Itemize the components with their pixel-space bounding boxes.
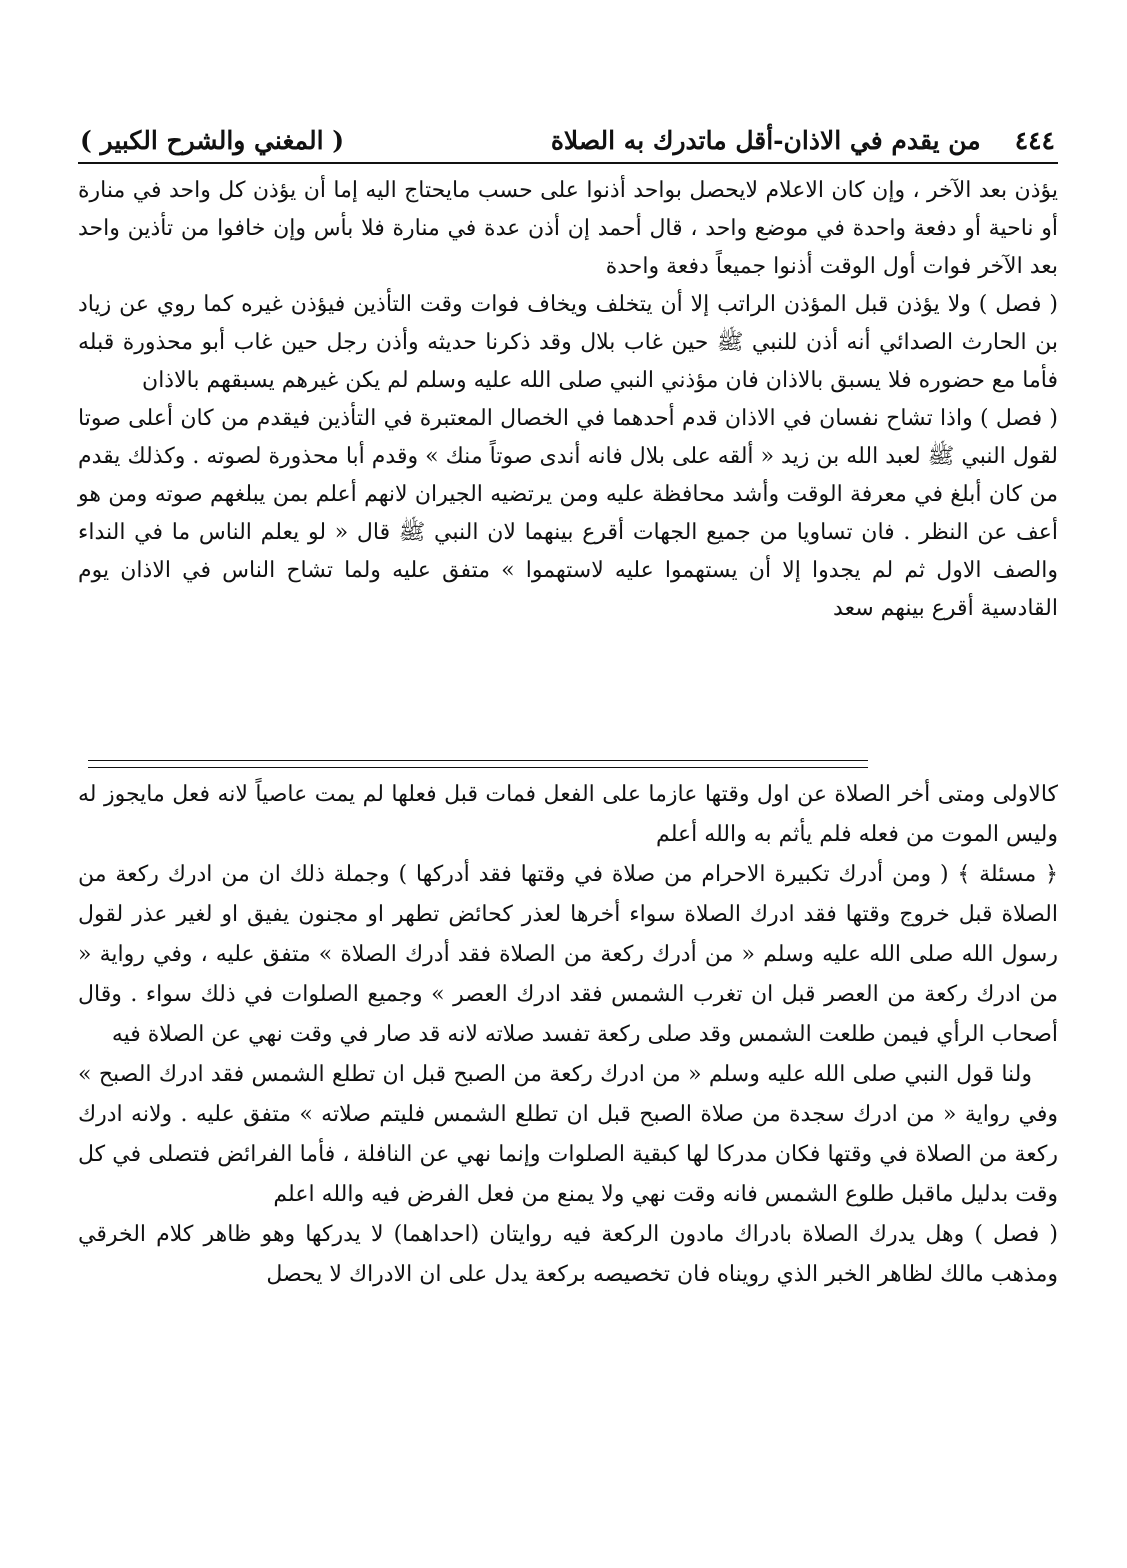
main-text [78,172,1058,628]
paragraph: ( فصل ) واذا تشاح نفسان في الاذان قدم أحدهما في الخصال المعتبرة في التأذين فيقدم من كان أعلى صوتا لقول النبي ﷺ لعبد الله بن زيد « ألقه على بلال فانه أندى صوتاً منك » وقدم أبا محذورة لصوته . وكذلك يقدم من كان أبلغ في معرفة الوقت وأشد محافظة عليه ومن يرتضيه الجيران لانهم أعلم بمن يبلغهم صوته ومن هو أعف عن النظر . فان تساويا من جميع الجهات أقرع بينهما لان النبي ﷺ قال « لو يعلم الناس ما في النداء والصف الاول ثم لم يجدوا إلا أن يستهموا عليه لاستهموا » متفق عليه ولما تشاح الناس في الاذان يوم القادسية أقرع بينهم سعد [78,406,1058,621]
paragraph: ( فصل ) وهل يدرك الصلاة بادراك مادون الركعة فيه روايتان (احداهما) لا يدركها وهو ظاهر كلام الخرقي ومذهب مالك لظاهر الخبر الذي رويناه فان تخصيصه بركعة يدل على ان الادراك لا يحصل [78,1222,1058,1287]
paragraph: ( فصل ) ولا يؤذن قبل المؤذن الراتب إلا أن يتخلف ويخاف فوات وقت التأذين فيؤذن غيره كما روي عن زياد بن الحارث الصدائي أنه أذن للنبي ﷺ حين غاب بلال وقد ذكرنا حديثه وأذن رجل حين غاب أبو محذورة قبله فأما مع حضوره فلا يسبق بالاذان فان مؤذني النبي صلى الله عليه وسلم لم يكن غيرهم يسبقهم بالاذان [78,292,1058,393]
commentary-text [78,775,1058,1295]
separator-rule [88,760,868,761]
paragraph: ﴿ مسئلة ﴾ ( ومن أدرك تكبيرة الاحرام من صلاة في وقتها فقد أدركها ) وجملة ذلك ان من ادرك ركعة من الصلاة قبل خروج وقتها فقد ادرك الصلاة سواء أخرها لعذر كحائض تطهر او مجنون يفيق او لغير عذر لقول رسول الله صلى الله عليه وسلم « من أدرك ركعة من الصلاة فقد أدرك الصلاة » متفق عليه ، وفي رواية « من ادرك ركعة من العصر قبل ان تغرب الشمس فقد ادرك العصر » وجميع الصلوات في ذلك سواء . وقال أصحاب الرأي فيمن طلعت الشمس وقد صلى ركعة تفسد صلاته لانه قد صار في وقت نهي عن الصلاة فيه [78,862,1058,1047]
paragraph: كالاولى ومتى أخر الصلاة عن اول وقتها عازما على الفعل فمات قبل فعلها لم يمت عاصياً لانه فعل مايجوز له وليس الموت من فعله فلم يأثم به والله أعلم [78,782,1058,847]
page-header [80,118,1055,162]
paragraph: يؤذن بعد الآخر ، وإن كان الاعلام لايحصل بواحد أذنوا على حسب مايحتاج اليه إما أن يؤذن كل واحد في منارة أو ناحية أو دفعة واحدة في موضع واحد ، قال أحمد إن أذن عدة في منارة فلا بأس وإن خافوا من تأذين واحد بعد الآخر فوات أول الوقت أذنوا جميعاً دفعة واحدة [78,178,1058,279]
page-number: ٤٤٤ [1014,125,1055,155]
book-title: ( المغني والشرح الكبير ) [80,125,345,155]
paragraph: ولنا قول النبي صلى الله عليه وسلم « من ادرك ركعة من الصبح قبل ان تطلع الشمس فقد ادرك الصبح » وفي رواية « من ادرك سجدة من صلاة الصبح قبل ان تطلع الشمس فليتم صلاته » متفق عليه . ولانه ادرك ركعة من الصلاة في وقتها فكان مدركا لها كبقية الصلوات وإنما نهي عن النافلة ، فأما الفرائض فتصلى في كل وقت بدليل ماقبل طلوع الشمس فانه وقت نهي ولا يمنع من فعل الفرض فيه والله اعلم [78,1062,1058,1207]
separator-rule [88,767,868,768]
header-rule [78,162,1058,164]
chapter-title: من يقدم في الاذان-أقل ماتدرك به الصلاة [550,125,981,155]
